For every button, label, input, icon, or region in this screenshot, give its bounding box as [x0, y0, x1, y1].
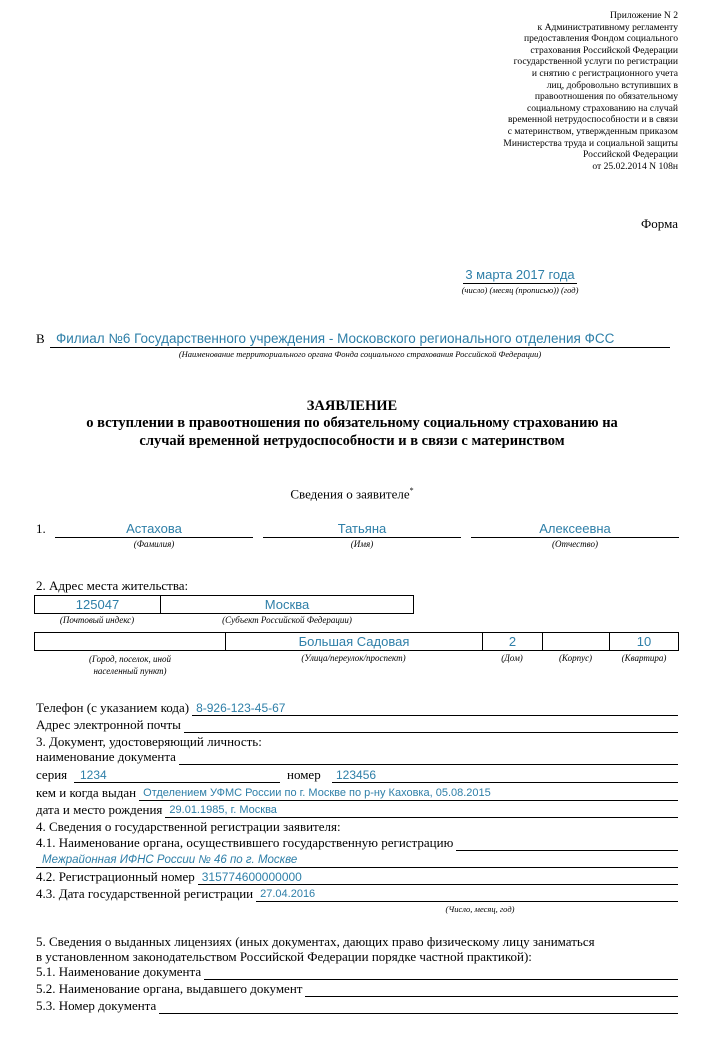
appendix-header [458, 10, 678, 172]
surname-caption: (Фамилия) [133, 539, 175, 549]
title-line-2: о вступлении в правоотношения по обязательному социальному страхованию на [86, 415, 618, 431]
appendix-line: Российской Федерации [583, 149, 678, 161]
doc-label: 3. Документ, удостоверяющий личность: [36, 734, 262, 749]
license-number-row [36, 998, 678, 1014]
number-field[interactable] [332, 767, 678, 783]
license-doc-row [36, 964, 678, 980]
city-caption: (Город, поселок, иной населенный пункт) [89, 654, 171, 676]
flat-value[interactable]: 10 [636, 634, 652, 649]
appendix-line: и снятию с регистрационного учета [531, 67, 678, 79]
applicant-section-label: Сведения о заявителе [290, 486, 410, 502]
number-value: 123456 [336, 768, 377, 782]
licenses-intro-2: в установленном законодательством Российской Федерации порядке частной практикой): [36, 949, 532, 964]
doc-name-label: наименование документа [36, 749, 176, 764]
phone-value: 8-926-123-45-67 [196, 701, 286, 715]
doc-name-field[interactable] [179, 751, 678, 765]
title-line-3: случай временной нетрудоспособности и в связи с материнством [139, 433, 565, 449]
appendix-line: лиц, добровольно вступивших в [546, 79, 678, 91]
email-row [36, 717, 678, 733]
reg-org-value: Межрайонная ИФНС России № 46 по г. Москве [42, 854, 298, 866]
region-value[interactable]: Москва [264, 597, 310, 612]
building-caption: (Корпус) [558, 653, 593, 663]
doc-name-row [36, 749, 678, 765]
reg-org-field[interactable] [36, 853, 678, 868]
license-issuer-row [36, 981, 678, 997]
appendix-line: Приложение N 2 [609, 10, 678, 21]
recipient-caption: (Наименование территориального органа Фонда социального страхования Российской Федерации) [178, 349, 542, 359]
appendix-line: правоотношения по обязательному [534, 91, 678, 103]
appendix-line: к Административному регламенту [537, 21, 678, 33]
surname-value[interactable]: Астахова [55, 521, 253, 538]
address-label: 2. Адрес места жительства: [36, 578, 189, 593]
phone-label: Телефон (с указанием кода) [36, 700, 190, 715]
issued-row [36, 785, 678, 801]
issued-value: Отделением УФМС России по г. Москве по р-ну Каховка, 05.08.2015 [143, 787, 491, 799]
email-label: Адрес электронной почты [36, 717, 181, 732]
birth-field[interactable] [165, 804, 678, 818]
form-label: Форма [641, 216, 678, 231]
house-value[interactable]: 2 [483, 633, 543, 650]
street-value[interactable]: Большая Садовая [226, 633, 483, 650]
issued-label: кем и когда выдан [36, 785, 137, 800]
reg-label: 4. Сведения о государственной регистрации заявителя: [36, 819, 341, 834]
birth-row [36, 802, 678, 818]
license-issuer-label: 5.2. Наименование органа, выдавшего документ [36, 981, 303, 996]
license-issuer-field[interactable] [305, 983, 678, 997]
series-label: серия [36, 767, 68, 782]
first-name-value[interactable]: Татьяна [263, 521, 461, 538]
reg-org-row [36, 835, 678, 851]
birth-label: дата и место рождения [36, 802, 163, 817]
house-caption: (Дом) [501, 653, 523, 663]
appendix-line: Министерства труда и социальной защиты [503, 137, 678, 149]
appendix-line: от 25.02.2014 N 108н [592, 160, 678, 172]
reg-date-field[interactable] [256, 888, 678, 902]
number-label: номер [287, 767, 321, 782]
footnote-mark: * [409, 486, 414, 495]
appendix-line: предоставления Фондом социального [523, 33, 678, 45]
recipient-prefix: В [36, 331, 45, 346]
city-value[interactable] [35, 633, 226, 650]
patronymic-value[interactable]: Алексеевна [471, 521, 679, 538]
issued-field[interactable] [139, 787, 678, 801]
reg-num-field[interactable] [198, 871, 678, 885]
applicant-section-title [0, 486, 704, 502]
appendix-line: страхования Российской Федерации [530, 44, 678, 56]
address-row-1 [34, 595, 414, 614]
phone-row [36, 700, 678, 716]
street-caption: (Улица/переулок/проспект) [301, 653, 406, 663]
recipient-value[interactable]: Филиал №6 Государственного учреждения - Московского регионального отделения ФСС [50, 330, 670, 348]
building-value[interactable] [543, 633, 610, 650]
appendix-line: государственной услуги по регистрации [513, 56, 678, 68]
date-caption: (число) (месяц (прописью)) (год) [461, 285, 579, 295]
reg-num-value: 315774600000000 [201, 870, 302, 884]
license-number-field[interactable] [159, 1000, 678, 1014]
licenses-intro-1: 5. Сведения о выданных лицензиях (иных документах, дающих право физическому лицу заниматься [36, 934, 595, 949]
series-field[interactable] [74, 767, 280, 783]
license-number-label: 5.3. Номер документа [36, 998, 157, 1013]
name-number: 1. [36, 521, 46, 536]
address-row-2 [34, 632, 679, 651]
flat-caption: (Квартира) [621, 653, 667, 663]
reg-org-field-line1[interactable] [456, 837, 678, 851]
birth-value: 29.01.1985, г. Москва [169, 804, 277, 816]
postcode-value[interactable]: 125047 [35, 596, 161, 613]
license-doc-label: 5.1. Наименование документа [36, 964, 202, 979]
reg-date-label: 4.3. Дата государственной регистрации [36, 886, 254, 901]
first-name-caption: (Имя) [350, 539, 374, 549]
region-caption: (Субъект Российской Федерации) [222, 615, 352, 625]
patronymic-caption: (Отчество) [552, 539, 598, 549]
series-value: 1234 [80, 768, 107, 782]
appendix-line: временной нетрудоспособности и в связи [508, 114, 678, 126]
license-doc-field[interactable] [204, 966, 678, 980]
reg-num-row [36, 869, 678, 885]
date-value[interactable]: 3 марта 2017 года [465, 267, 575, 282]
reg-org-label: 4.1. Наименование органа, осуществившего государственную регистрацию [36, 835, 454, 850]
reg-num-label: 4.2. Регистрационный номер [36, 869, 195, 884]
phone-field[interactable] [192, 702, 678, 716]
reg-date-caption: (Число, месяц, год) [445, 904, 515, 914]
title-main: ЗАЯВЛЕНИЕ [306, 398, 398, 414]
reg-date-row [36, 886, 678, 902]
email-field[interactable] [184, 719, 678, 733]
reg-date-value: 27.04.2016 [260, 888, 316, 900]
date-block [440, 266, 600, 295]
postcode-caption: (Почтовый индекс) [59, 615, 135, 625]
appendix-line: с материнством, утвержденным приказом [507, 125, 678, 137]
appendix-line: социальному страхованию на случай [526, 102, 678, 114]
